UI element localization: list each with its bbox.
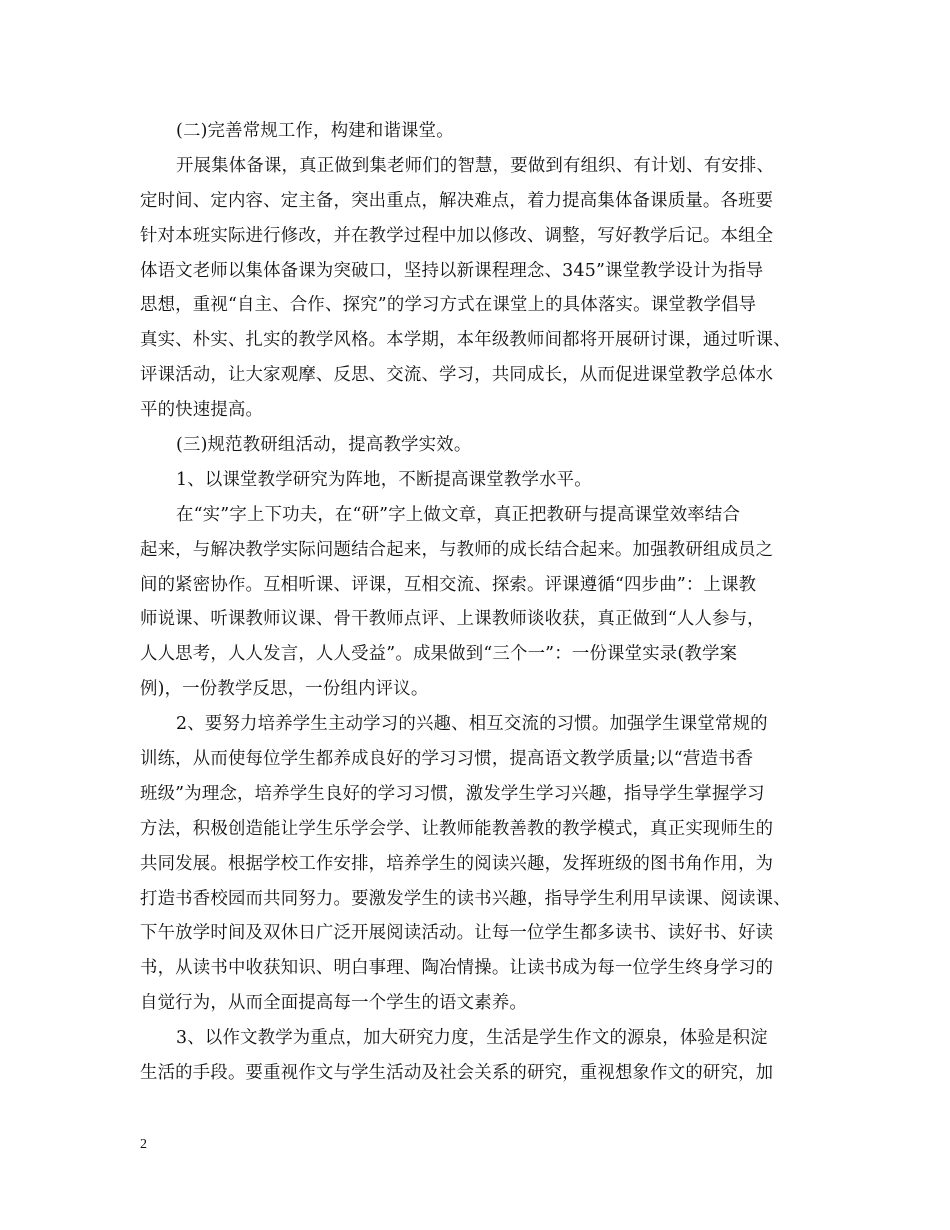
paragraph-line: 生活的手段。要重视作文与学生活动及社会关系的研究，重视想象作文的研究，加: [140, 1063, 774, 1084]
paragraph-line: 评课活动，让大家观摩、反思、交流、学习，共同成长，从而促进课堂教学总体水: [140, 365, 774, 386]
paragraph-line: 体语文老师以集体备课为突破口，坚持以新课程理念、345”课堂教学设计为指导: [140, 260, 764, 281]
paragraph-line: 共同发展。根据学校工作安排，培养学生的阅读兴趣，发挥班级的图书角作用，为: [140, 853, 774, 874]
paragraph-line: 例)，一份教学反思，一份组内评议。: [140, 679, 429, 700]
document-body: [140, 114, 820, 1091]
paragraph-line: 针对本班实际进行修改，并在教学过程中加以修改、调整，写好教学后记。本组全: [140, 225, 774, 246]
paragraph-line: 自觉行为，从而全面提高每一个学生的语文素养。: [140, 993, 527, 1014]
paragraph-line: 训练，从而使每位学生都养成良好的学习习惯，提高语文教学质量;以“营造书香: [140, 749, 754, 770]
paragraph-line: 平的快速提高。: [140, 400, 264, 421]
subheading-3: 3、以作文教学为重点，加大研究力度，生活是学生作文的源泉，体验是积淀: [176, 1028, 768, 1049]
subheading-1: 1、以课堂教学研究为阵地，不断提高课堂教学水平。: [176, 469, 592, 490]
section-heading-3: (三)规范教研组活动，提高教学实效。: [176, 435, 472, 456]
paragraph-line: 班级”为理念，培养学生良好的学习习惯，激发学生学习兴趣，指导学生掌握学习: [140, 783, 765, 804]
subheading-2: 2、要努力培养学生主动学习的兴趣、相互交流的习惯。加强学生课堂常规的: [176, 714, 768, 735]
paragraph-line: 定时间、定内容、定主备，突出重点，解决难点，着力提高集体备课质量。各班要: [140, 190, 774, 211]
paragraph-line: 思想，重视“自主、合作、探究”的学习方式在课堂上的具体落实。课堂教学倡导: [140, 295, 757, 316]
paragraph-line: 真实、朴实、扎实的教学风格。本学期，本年级教师间都将开展研讨课，通过听课、: [140, 330, 791, 351]
paragraph-line: 人人思考，人人发言，人人受益”。成果做到“三个一”：一份课堂实录(教学案: [140, 644, 738, 665]
paragraph-line: 间的紧密协作。互相听课、评课，互相交流、探索。评课遵循“四步曲”：上课教: [140, 574, 757, 595]
paragraph-line: 起来，与解决教学实际问题结合起来，与教师的成长结合起来。加强教研组成员之: [140, 539, 774, 560]
paragraph-line: 师说课、听课教师议课、骨干教师点评、上课教师谈收获，真正做到“人人参与，: [140, 609, 765, 630]
paragraph-line: 在“实”字上下功夫，在“研”字上做文章，真正把教研与提高课堂效率结合: [176, 504, 741, 525]
paragraph-line: 打造书香校园而共同努力。要激发学生的读书兴趣，指导学生利用早读课、阅读课、: [140, 888, 791, 909]
paragraph-line: 方法，积极创造能让学生乐学会学、让教师能教善教的教学模式，真正实现师生的: [140, 818, 774, 839]
paragraph-line: 下午放学时间及双休日广泛开展阅读活动。让每一位学生都多读书、读好书、好读: [140, 923, 774, 944]
paragraph-line: 开展集体备课，真正做到集老师们的智慧，要做到有组织、有计划、有安排、: [176, 155, 775, 176]
section-heading-2: (二)完善常规工作，构建和谐课堂。: [176, 121, 454, 141]
page-number: 2: [140, 1137, 147, 1152]
paragraph-line: 书，从读书中收获知识、明白事理、陶冶情操。让读书成为每一位学生终身学习的: [140, 958, 774, 979]
